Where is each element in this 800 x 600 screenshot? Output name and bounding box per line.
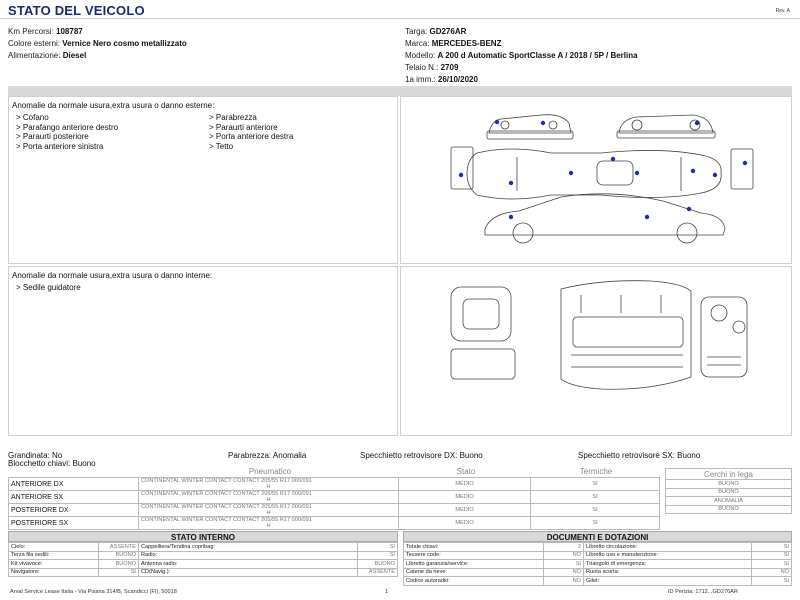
- fuel-row: Alimentazione: Diesel: [8, 51, 87, 60]
- color-value: Vernice Nero cosmo metallizzato: [62, 39, 187, 48]
- table-row: POSTERIORE SX CONTINENTAL WINTER CONTACT CONTACT 205/55 R17 000/091 H MEDIO SI: [9, 517, 660, 530]
- table-row: Tessere code: NO Libretto uso e manutenzione: SI: [404, 551, 792, 560]
- table-row: Libretto garanzia/service: SI Triangolo di emergenza: SI: [404, 560, 792, 569]
- table-row: Navigatore: SI CD(Navig.): ASSENTE: [9, 568, 398, 577]
- mirror-dx-status: Specchietto retrovisore DX: Buono: [360, 451, 483, 460]
- damage-dot: [645, 215, 649, 219]
- tyres-table: [8, 477, 660, 530]
- table-row: ANTERIORE SX CONTINENTAL WINTER CONTACT CONTACT 205/55 R17 000/091 H MEDIO SI: [9, 491, 660, 504]
- exterior-diagram-panel: [400, 96, 792, 264]
- documents-table: [403, 542, 792, 586]
- damage-dot: [695, 121, 699, 125]
- damage-dot: [691, 169, 695, 173]
- table-row: Codice autoradio: NO Gilet: SI: [404, 577, 792, 586]
- damage-dot: [541, 121, 545, 125]
- exterior-text-panel: [8, 96, 398, 264]
- table-row: Kit vivavoce: BUONO Antenna radio: BUONO: [9, 560, 398, 569]
- damage-dot: [569, 171, 573, 175]
- alloy-wheels-table: Cerchi in lega BUONO BUONO ANOMALIA BUONO: [665, 468, 792, 514]
- damage-dot: [635, 171, 639, 175]
- footer-doc-id: ID Perizia: 1712...GD276AR: [668, 589, 738, 595]
- interior-list: > Sedile guidatore: [16, 283, 81, 292]
- color-row: Colore esterni: Vernice Nero cosmo metallizzato: [8, 39, 187, 48]
- damage-dot: [495, 120, 499, 124]
- footer-page: 1: [385, 589, 389, 595]
- damage-dot: [509, 215, 513, 219]
- plate-row: Targa: GD276AR: [405, 27, 467, 36]
- section-band: [8, 86, 792, 96]
- table-row: POSTERIORE DX CONTINENTAL WINTER CONTACT CONTACT 205/55 R17 000/091 H MEDIO SI: [9, 504, 660, 517]
- car-interior-diagram: [401, 267, 793, 437]
- table-row: Totale chiavi: 2 Libretto circolazione: SI: [404, 543, 792, 552]
- chassis-row: Telaio N.: 2709: [405, 63, 459, 72]
- damage-dot: [687, 207, 691, 211]
- header-left: [8, 26, 398, 62]
- make-row: Marca: MERCEDES-BENZ: [405, 39, 502, 48]
- divider: [0, 18, 800, 19]
- km-value: 108787: [56, 27, 83, 36]
- alloy-wheels-header: Cerchi in lega: [666, 469, 792, 480]
- page-title: STATO DEL VEICOLO: [8, 3, 145, 18]
- windshield-status: Parabrezza: Anomalia: [228, 451, 307, 460]
- registration-row: 1a imm.: 26/10/2020: [405, 75, 478, 84]
- exterior-list-2: > Parabrezza > Paraurti anteriore > Porta anteriore destra > Tetto: [209, 113, 294, 151]
- documents-title: DOCUMENTI E DOTAZIONI: [403, 531, 792, 542]
- table-row: ANTERIORE DX CONTINENTAL WINTER CONTACT CONTACT 205/55 R17 000/091 H MEDIO SI: [9, 478, 660, 491]
- interior-state-title: STATO INTERNO: [8, 531, 398, 542]
- km-row: Km Percorsi: 108787: [8, 27, 83, 36]
- state-header: Stato: [456, 467, 476, 476]
- damage-dot: [611, 157, 615, 161]
- table-row: Cielo: ASSENTE Cappelliera/Tendina copribag: SI: [9, 543, 398, 552]
- key-block-status: Blocchetto chiavi: Buono: [8, 459, 96, 468]
- hail-status: Grandinata: No: [8, 451, 63, 460]
- table-row: Terza fila sedili: BUONO Radio: SI: [9, 551, 398, 560]
- table-row: Catene da neve: NO Ruota scorta: NO: [404, 568, 792, 577]
- exterior-title: Anomalie da normale usura,extra usura o danno esterne:: [12, 101, 215, 110]
- interior-diagram-panel: [400, 266, 792, 436]
- interior-text-panel: [8, 266, 398, 436]
- fuel-value: Diesel: [62, 51, 87, 60]
- damage-dot: [459, 173, 463, 177]
- tyre-header: Pneumatico: [248, 467, 292, 476]
- thermal-header: Termiche: [579, 467, 613, 476]
- damage-dots: [459, 120, 747, 219]
- model-row: Modello: A 200 d Automatic SportClasse A / 2018 / 5P / Berlina: [405, 51, 638, 60]
- damage-dot: [509, 181, 513, 185]
- mirror-sx-status: Specchietto retrovisore SX: Buono: [578, 451, 701, 460]
- interior-title: Anomalie da normale usura,extra usura o danno interne:: [12, 271, 213, 280]
- damage-dot: [713, 173, 717, 177]
- exterior-list-1: > Cofano > Parafango anteriore destro > Paraurti posteriore > Porta anteriore sinistra: [16, 113, 119, 151]
- car-exterior-diagram: [401, 97, 793, 265]
- header-right: [405, 26, 795, 86]
- revision-label: Rev. A: [775, 8, 790, 14]
- damage-dot: [743, 161, 747, 165]
- interior-state-table: [8, 542, 398, 577]
- footer-company: Arval Service Lease Italia - Via Pisana 314/B, Scandicci (FI), 50018: [10, 589, 177, 595]
